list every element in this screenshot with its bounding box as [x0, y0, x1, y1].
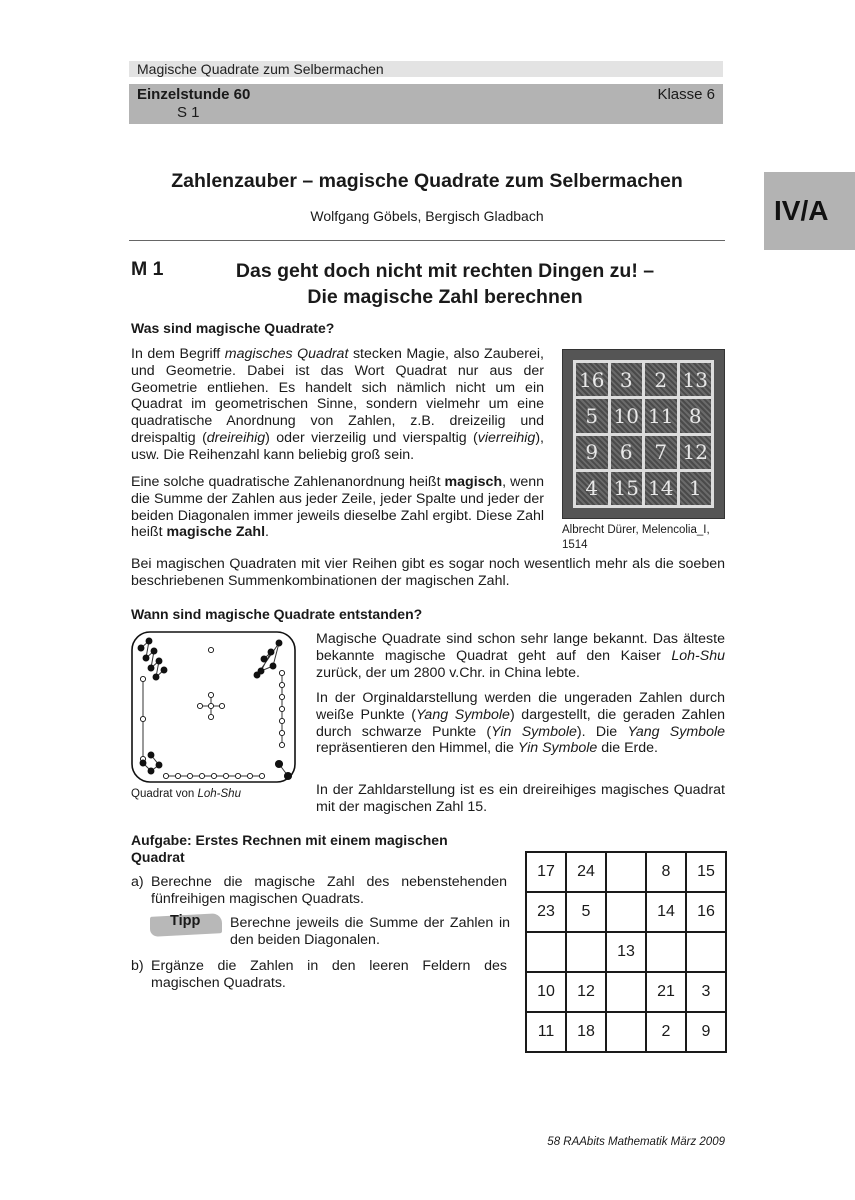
empty-cell[interactable] [606, 1012, 646, 1052]
yin-dot [156, 658, 162, 664]
material-title [150, 258, 740, 310]
yang-dot [140, 676, 145, 681]
yang-dot [219, 703, 224, 708]
emphasis-text: magisches Quadrat [224, 346, 349, 362]
number-cell: 23 [526, 892, 566, 932]
task-a-text: Berechne die magische Zahl des nebenstehenden fünfreihigen magischen Quadrats. [151, 874, 507, 907]
duerer-magic-square-image [562, 349, 725, 519]
diagram-caption-prefix: Quadrat von [131, 788, 198, 800]
yang-dot [279, 742, 284, 747]
title-divider [129, 240, 725, 241]
yin-dot [146, 638, 152, 644]
duerer-cell: 7 [645, 436, 677, 469]
number-cell: 17 [526, 852, 566, 892]
yin-dot [138, 645, 144, 651]
text-run: ). Die [576, 723, 628, 740]
duerer-cell: 2 [645, 363, 677, 396]
emphasis-text: Yang Symbole [627, 723, 725, 740]
number-cell: 18 [566, 1012, 606, 1052]
empty-cell[interactable] [566, 932, 606, 972]
task-a-label: a) [131, 874, 144, 890]
loh-shu-diagram [131, 631, 296, 783]
square-row [526, 1012, 726, 1052]
empty-cell[interactable] [526, 932, 566, 972]
yang-dot [211, 773, 216, 778]
text-run: , wenn die Summe der Zahlen aus jeder Zeile, jeder Spalte und jeder der beiden Diagonalen immer jeweils dieselbe Zahl ergibt. Diese Zahl heißt [131, 474, 544, 541]
task-heading: Aufgabe: Erstes Rechnen mit einem magischen Quadrat [131, 832, 448, 865]
page-code: S 1 [177, 104, 200, 121]
number-cell: 11 [526, 1012, 566, 1052]
material-number: M 1 [131, 258, 164, 280]
caption-line2: 1514 [562, 539, 588, 551]
empty-cell[interactable] [606, 892, 646, 932]
task-b [131, 958, 507, 992]
yin-dot [148, 665, 154, 671]
duerer-cell: 16 [576, 363, 608, 396]
section-heading-what: Was sind magische Quadrate? [131, 320, 335, 336]
number-cell: 9 [686, 1012, 726, 1052]
magic-square-5x5 [525, 851, 727, 1053]
yang-dot [235, 773, 240, 778]
text-run: Eine solche quadratische Zahlenanordnung heißt [131, 474, 445, 490]
number-cell: 21 [646, 972, 686, 1012]
bold-text: magische Zahl [166, 524, 266, 541]
duerer-cell: 5 [576, 399, 608, 432]
emphasis-text: Yang Symbole [416, 706, 510, 723]
number-cell: 12 [566, 972, 606, 1012]
text-run: . [265, 524, 269, 541]
duerer-cell: 15 [611, 472, 643, 505]
yin-dot [151, 648, 157, 654]
paragraph-definition [131, 346, 544, 464]
grade-label: Klasse 6 [657, 86, 715, 103]
yang-dot [279, 670, 284, 675]
lesson-bar [129, 84, 723, 124]
task-b-text: Ergänze die Zahlen in den leeren Feldern des magischen Quadrats. [151, 958, 507, 991]
yin-dot [268, 649, 274, 655]
duerer-cell: 8 [680, 399, 712, 432]
text-run: ) dargestellt, die geraden Zahlen durch schwarze Punkte ( [316, 706, 725, 740]
duerer-cell: 12 [680, 436, 712, 469]
emphasis-text: dreireihig [206, 429, 266, 446]
yang-dot [223, 773, 228, 778]
image-caption [562, 523, 732, 553]
duerer-cell: 4 [576, 472, 608, 505]
text-run: repräsentieren den Himmel, die [316, 740, 518, 757]
square-row [526, 852, 726, 892]
yang-dot [279, 694, 284, 699]
yang-dot [247, 773, 252, 778]
yang-dot [259, 773, 264, 778]
bold-text: magisch [444, 474, 503, 490]
yin-dot [143, 655, 149, 661]
section-heading-when: Wann sind magische Quadrate entstanden? [131, 606, 423, 622]
yang-dot [197, 703, 202, 708]
text-run: Magische Quadrate sind schon sehr lange bekannt. Das älteste bekannte magische Quadrat geht auf den Kaiser [316, 631, 725, 664]
yin-dot [270, 663, 276, 669]
yang-dot [199, 773, 204, 778]
tip-text: Berechne jeweils die Summe der Zahlen in den beiden Diagonalen. [230, 915, 510, 948]
duerer-cell: 14 [645, 472, 677, 505]
tip-label: Tipp [170, 913, 201, 929]
empty-cell[interactable] [646, 932, 686, 972]
yang-dot [187, 773, 192, 778]
yin-dot [275, 760, 282, 767]
duerer-cell: 3 [611, 363, 643, 396]
duerer-cell: 11 [645, 399, 677, 432]
yin-dot [153, 674, 159, 680]
yin-dot [254, 672, 260, 678]
section-tab [764, 172, 855, 250]
yin-dot [140, 760, 146, 766]
yang-dot [279, 706, 284, 711]
paragraph-four-rows: Bei magischen Quadraten mit vier Reihen gibt es sogar noch wesentlich mehr als die soeben beschriebenen Summenkombinationen der magischen Zahl. [131, 556, 725, 589]
square-row [526, 972, 726, 1012]
material-title-line2: Die magische Zahl berechnen [307, 286, 583, 308]
yin-dot [276, 640, 282, 646]
number-cell: 15 [686, 852, 726, 892]
paragraph-magic-definition [131, 474, 544, 541]
duerer-cell: 9 [576, 436, 608, 469]
text-run: die Erde. [597, 740, 658, 757]
number-cell: 13 [606, 932, 646, 972]
number-cell: 8 [646, 852, 686, 892]
author-line: Wolfgang Göbels, Bergisch Gladbach [310, 208, 544, 224]
yang-dot [163, 773, 168, 778]
page-title: Zahlenzauber – magische Quadrate zum Selbermachen [171, 170, 683, 192]
text-run: ), usw. Die Reihenzahl kann beliebig groß sein. [131, 429, 544, 463]
diagram-caption [131, 788, 241, 800]
yang-dot [208, 714, 213, 719]
series-title: Magische Quadrate zum Selbermachen [137, 61, 384, 77]
empty-cell[interactable] [606, 852, 646, 892]
task-b-label: b) [131, 958, 144, 974]
task-a [131, 874, 507, 908]
yang-dot [279, 718, 284, 723]
duerer-cell: 10 [611, 399, 643, 432]
section-tab-label: IV/A [774, 195, 829, 226]
duerer-grid [573, 360, 714, 508]
material-title-line1: Das geht doch nicht mit rechten Dingen zu! – [235, 260, 655, 282]
yang-dot [279, 730, 284, 735]
number-cell: 2 [646, 1012, 686, 1052]
text-run: ) oder vierzeilig und vierspaltig ( [265, 429, 478, 446]
yin-dot [148, 768, 154, 774]
lesson-label: Einzelstunde 60 [137, 86, 251, 103]
yin-dot [156, 762, 162, 768]
yang-dot [208, 647, 213, 652]
yang-dot [208, 703, 213, 708]
square-row [526, 932, 726, 972]
yang-dot [208, 692, 213, 697]
duerer-cell: 6 [611, 436, 643, 469]
yin-dot [261, 656, 267, 662]
square-row [526, 892, 726, 932]
diagram-caption-name: Loh-Shu [197, 788, 241, 800]
series-title-bar [129, 61, 723, 77]
tip-badge [150, 913, 220, 935]
number-cell: 16 [686, 892, 726, 932]
emphasis-text: Yin Symbole [517, 740, 598, 757]
emphasis-text: vierreihig [477, 429, 536, 446]
text-run: stecken Magie, also Zauberei, und Geometrie. Dabei ist das Wort Quadrat nur aus der Geometrie entliehen. Es handelt sich nämlich nicht um ein Quadrat im geometrischen Sinne, sondern vielmehr um eine quadratische Anordnung von Zahlen, z.B. dreizeilig und dreispaltig ( [131, 346, 544, 446]
empty-cell[interactable] [606, 972, 646, 1012]
number-cell: 24 [566, 852, 606, 892]
yin-dot [284, 772, 291, 779]
paragraph-number-form: In der Zahldarstellung ist es ein dreireihiges magisches Quadrat mit der magischen Zahl 15. [316, 782, 725, 815]
yang-dot [279, 682, 284, 687]
yin-dot [148, 752, 154, 758]
text-run: In dem Begriff [131, 346, 225, 362]
text-run: zurück, der um 2800 v.Chr. in China lebte. [316, 664, 580, 681]
paragraph-yin-yang [316, 690, 725, 757]
yang-dot [175, 773, 180, 778]
caption-line1: Albrecht Dürer, Melencolia_I, [562, 524, 710, 536]
yin-dot [161, 667, 167, 673]
number-cell: 10 [526, 972, 566, 1012]
number-cell: 5 [566, 892, 606, 932]
text-run: In der Orginaldarstellung werden die ungeraden Zahlen durch weiße Punkte ( [316, 690, 725, 723]
emphasis-text: Loh-Shu [671, 647, 725, 664]
page-footer: 58 RAAbits Mathematik März 2009 [547, 1136, 725, 1148]
number-cell: 14 [646, 892, 686, 932]
number-cell: 3 [686, 972, 726, 1012]
paragraph-history [316, 631, 725, 681]
duerer-cell: 1 [680, 472, 712, 505]
yang-dot [140, 716, 145, 721]
duerer-cell: 13 [680, 363, 712, 396]
emphasis-text: Yin Symbole [491, 723, 577, 740]
empty-cell[interactable] [686, 932, 726, 972]
